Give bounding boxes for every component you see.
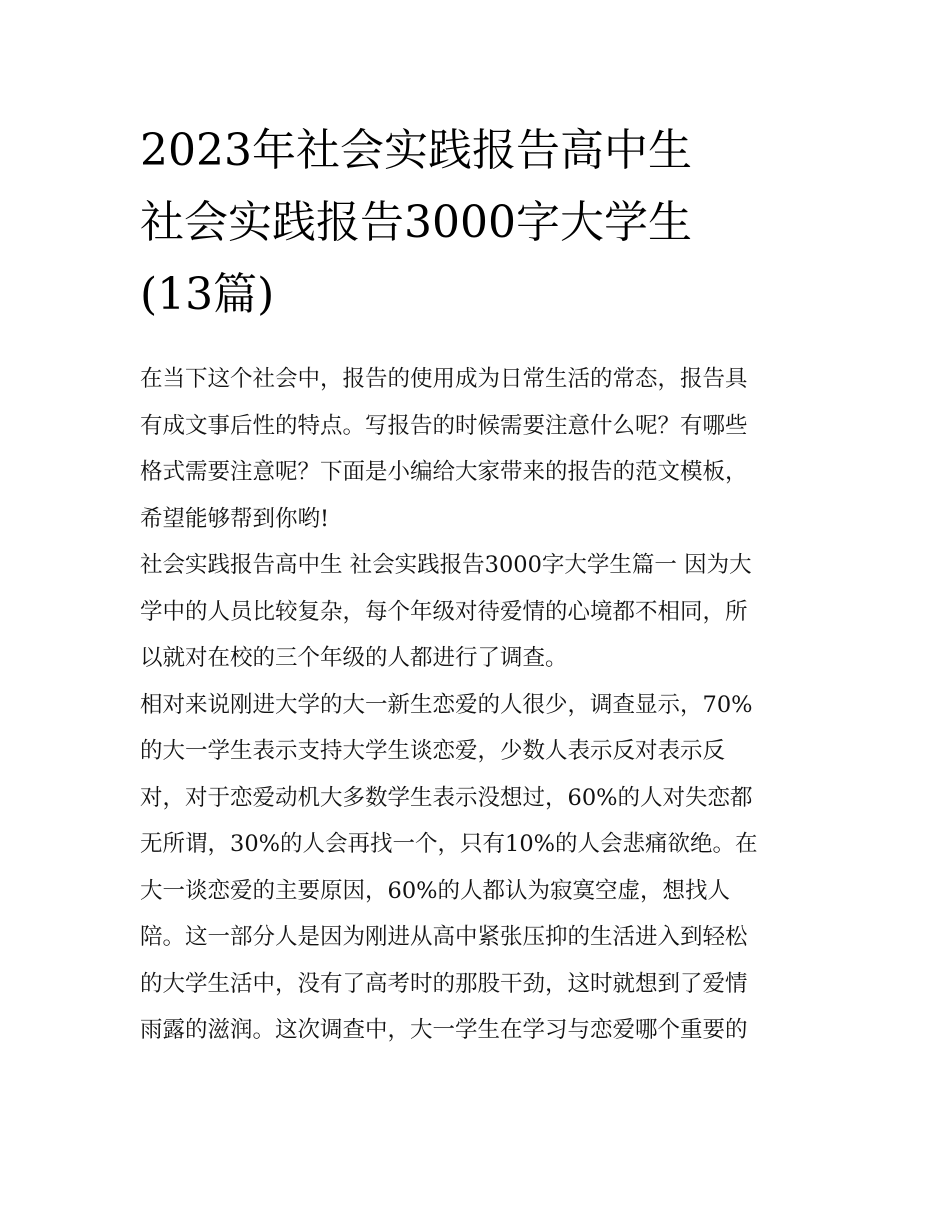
document-body [140,356,812,1054]
body-line: 希望能够帮到你哟! [140,505,330,532]
body-line: 的大学生活中，没有了高考时的那股干劲，这时就想到了爱情 [140,970,748,997]
body-line: 相对来说刚进大学的大一新生恋爱的人很少，调查显示，70% [140,691,753,718]
title-line-3: (13篇) [140,269,275,320]
body-line: 社会实践报告高中生 社会实践报告3000字大学生篇一 因为大 [140,552,752,578]
body-line: 以就对在校的三个年级的人都进行了调查。 [140,645,568,671]
body-line: 雨露的滋润。这次调查中，大一学生在学习与恋爱哪个重要的 [140,1017,748,1043]
body-line: 大一谈恋爱的主要原因，60%的人都认为寂寞空虚，想找人 [140,877,731,904]
body-line: 有成文事后性的特点。写报告的时候需要注意什么呢？有哪些 [140,412,748,439]
body-line: 无所谓，30%的人会再找一个，只有10%的人会悲痛欲绝。在 [140,831,758,857]
body-line: 格式需要注意呢？下面是小编给大家带来的报告的范文模板， [140,459,748,485]
body-line: 学中的人员比较复杂，每个年级对待爱情的心境都不相同，所 [140,598,748,625]
body-line: 在当下这个社会中，报告的使用成为日常生活的常态，报告具 [140,366,748,392]
title-line-1: 2023年社会实践报告高中生 [140,125,692,176]
body-line: 对，对于恋爱动机大多数学生表示没想过，60%的人对失恋都 [140,784,753,811]
body-line: 陪。这一部分人是因为刚进从高中紧张压抑的生活进入到轻松 [140,924,748,950]
document-title [140,115,820,331]
title-line-2: 社会实践报告3000字大学生 [140,197,692,248]
body-line: 的大一学生表示支持大学生谈恋爱，少数人表示反对表示反 [140,738,726,764]
